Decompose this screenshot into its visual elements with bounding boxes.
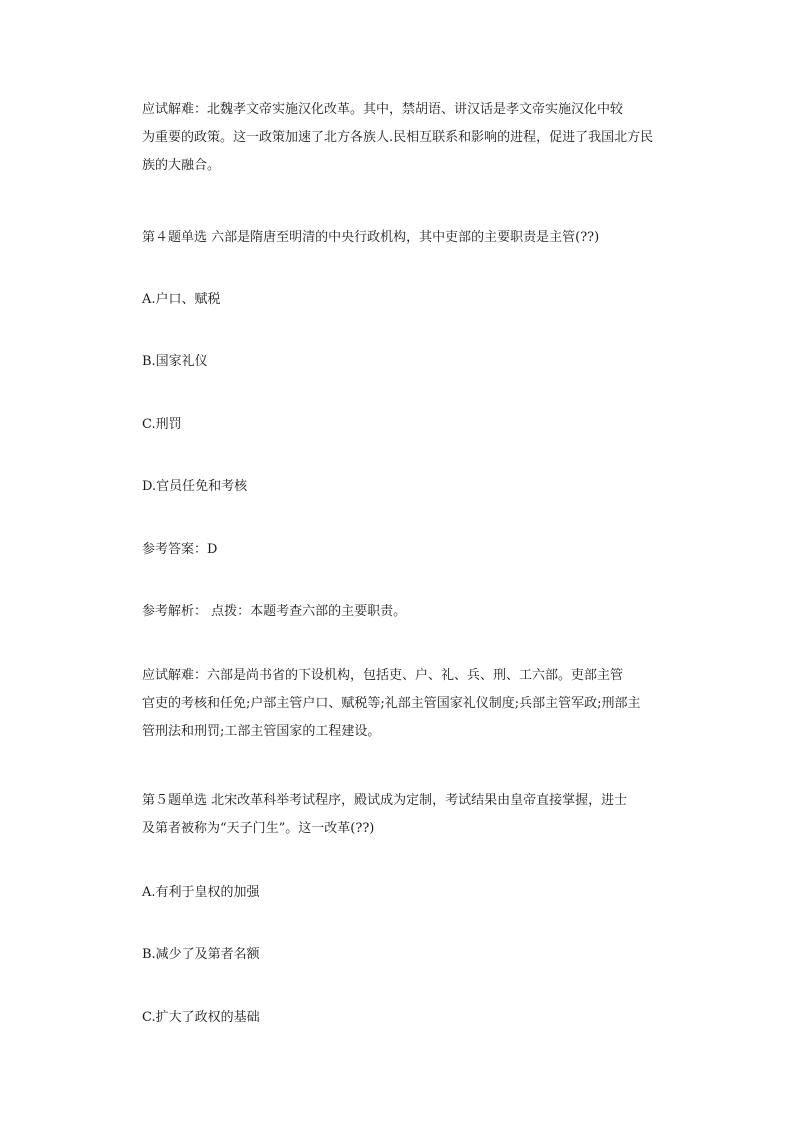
paragraph-line: 族的大融合。 <box>142 158 221 173</box>
question-5-option-c: C.扩大了政权的基础 <box>142 1010 260 1025</box>
paragraph-line: 第５题单选 北宋改革科举考试程序，殿试成为定制，考试结果由皇帝直接掌握，进士 <box>142 793 628 808</box>
paragraph-line: 应试解难：六部是尚书省的下设机构，包括吏、户、礼、兵、刑、工六部。吏部主管 <box>142 668 624 683</box>
paragraph-line: 应试解难：北魏孝文帝实施汉化改革。其中，禁胡语、讲汉话是孝文帝实施汉化中较 <box>142 102 624 117</box>
question-4-option-d: D.官员任免和考核 <box>142 479 248 494</box>
paragraph-line: 管刑法和刑罚;工部主管国家的工程建设。 <box>142 724 381 739</box>
paragraph-line: 官吏的考核和任免;户部主管户口、赋税等;礼部主管国家礼仪制度;兵部主管军政;刑部主 <box>142 696 641 711</box>
question-4-explanation <box>118 662 678 746</box>
question-4-stem: 第４题单选 六部是隋唐至明清的中央行政机构，其中吏部的主要职责是主管(??) <box>142 230 600 245</box>
question-4-option-b: B.国家礼仪 <box>142 354 208 369</box>
question-4-analysis: 参考解析： 点拨：本题考查六部的主要职责。 <box>142 604 407 619</box>
paragraph-line: 为重要的政策。这一政策加速了北方各族人.民相互联系和影响的进程，促进了我国北方民 <box>142 130 654 145</box>
question-5-stem <box>118 787 678 843</box>
paragraph-line: 及第者被称为“天子门生”。这一改革(??) <box>142 821 375 836</box>
question-4-option-c: C.刑罚 <box>142 417 182 432</box>
question-4-option-a: A.户口、赋税 <box>142 292 221 307</box>
question-5-option-a: A.有利于皇权的加强 <box>142 885 260 900</box>
question-4-answer: 参考答案：D <box>142 542 218 557</box>
explanation-paragraph-prev <box>118 96 678 180</box>
question-5-option-b: B.减少了及第者名额 <box>142 947 260 962</box>
